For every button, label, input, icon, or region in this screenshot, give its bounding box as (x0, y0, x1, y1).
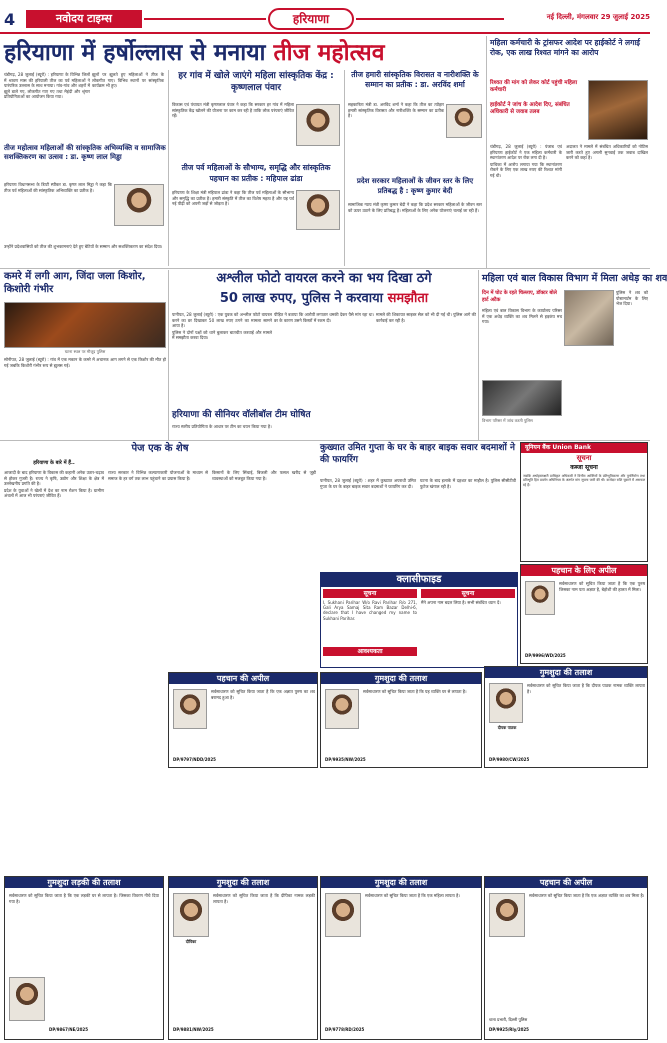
missing-code-3: DP/9881/NW/2025 (173, 1027, 214, 1032)
missing-code-4: DP/9778/RD/2025 (325, 1027, 365, 1032)
col4-body: चंडीगढ़, 28 जुलाई (ब्यूरो) : पंजाब एवं हरियाणा हाईकोर्ट ने एक महिला कर्मचारी के स्थानांतरण आदेश पर रोक लगा दी है। याचिका में आरोप लगाया गया कि स्थानांतरण रोकने के लिए एक लाख रुपए की रिश्वत मांगी गई थी। (490, 144, 562, 178)
appeal-box-identify-1 (520, 564, 648, 664)
masthead-logo: नवोदय टाइम्स (26, 10, 142, 28)
feature-body-col1: आजादी के बाद हरियाणा के विकास की कहानी अनेक उतार-चढ़ाव से होकर गुजरी है। राज्य ने कृषि, उद्योग और शिक्षा के क्षेत्र में उल्लेखनीय प्रगति की है। प्रदेश के युवाओं ने खेलों में देश का नाम रोशन किया है। ग्रामीण अंचलों में आज भी परंपराएं जीवित हैं। (4, 470, 104, 499)
photo-minister-panwar (296, 104, 340, 146)
missing-girl-code: DP/9867/NE/2025 (49, 1027, 88, 1032)
col3-body2: सामाजिक न्याय मंत्री कृष्ण कुमार बेदी ने कहा कि प्रदेश सरकार महिलाओं के जीवन स्तर को ऊपर उठाने के लिए प्रतिबद्ध है। महिलाओं के लिए अनेक योजनाएं चलाई जा रही हैं। (348, 202, 482, 213)
missing-name-1: दीपक पाठक (497, 725, 517, 730)
photo-appeal-2 (173, 689, 207, 729)
appeal-title-identify-2: पहचान की अपील (169, 673, 317, 684)
col2-headline: हर गांव में खोले जाएंगे महिला सांस्कृतिक केंद्र : कृष्णलाल पंवार (178, 71, 334, 93)
photo-story-body: पानीपत, 28 जुलाई (ब्यूरो) : एक युवक को अश्लील फोटो वायरल करने का डर दिखाकर 50 लाख रुपए ठगने का मामला सामने आया है। पुलिस ने दोनों पक्षों को थाने बुलाकर बातचीत करवाई और मामले में समझौता करवा दिया। (172, 312, 272, 341)
photo-story-body-text: पानीपत, 28 जुलाई (ब्यूरो) : एक युवक को अश्लील फोटो वायरल करने का डर दिखाकर 50 लाख रुपए ठगने का मामला सामने आया है। (172, 312, 272, 329)
photo-missing-4 (325, 893, 361, 937)
union-bank-brand (521, 443, 647, 453)
union-bank-label: सूचना (576, 454, 592, 462)
photo-mla (114, 184, 164, 226)
photo-story-headline2 (172, 290, 476, 308)
lead-sub1: तीज महोत्सव महिलाओं की सांस्कृतिक अभिव्यक्ति व सामाजिक सशक्तिकरण का उत्सव : डा. कृष्ण लाल मिड्ढा (4, 144, 166, 161)
photo-appeal-3 (489, 893, 525, 937)
lead-sub-body2: उन्होंने प्रदेशवासियों को तीज की शुभकामनाएं देते हुए बेटियों के सम्मान और सशक्तिकरण का संदेश दिया। (4, 244, 163, 249)
appeal-body-identify-1: सर्वसाधारण को सूचित किया जाता है कि एक पुरुष जिसका नाम पता अज्ञात है, बेहोशी की हालत में मिला। (559, 581, 645, 592)
photo-missing-2 (489, 683, 523, 723)
appeal-box-identify-2: पहचान की अपील सर्वसाधारण को सूचित किया जाता है कि एक अज्ञात पुरुष का शव बरामद हुआ है। DP/9797/NDD/2025 (168, 672, 318, 768)
photo-story-headline2-accent: समझौता (387, 291, 429, 306)
appeal-title-identify-1: पहचान के लिए अपील (521, 565, 647, 576)
col4-bullet-2: हाईकोर्ट ने जांच के आदेश दिए, संबंधित अधिकारी से जवाब तलब (490, 102, 570, 115)
missing-girl-box: गुमशुदा लड़की की तलाश सर्वसाधारण को सूचित किया जाता है कि एक लड़की घर से लापता है। जिसका विवरण नीचे दिया गया है। DP/9867/NE/2025 (4, 876, 164, 1040)
fire-body-text: सोनीपत, 28 जुलाई (ब्यूरो) : गांव में एक मकान के कमरे में अचानक आग लगने से एक किशोर की मौत हो गई जबकि किशोरी गंभीर रूप से झुलस गई। (4, 357, 166, 368)
missing-box-1: गुमशुदा की तलाश सर्वसाधारण को सूचित किया जाता है कि यह व्यक्ति घर से लापता है। DP/9935/NW/2025 (320, 672, 482, 768)
col4-headline: महिला कर्मचारी के ट्रांसफर आदेश पर हाईकोर्ट ने लगाई रोक, एक लाख रिश्वत मांगने का आरोप (490, 38, 640, 57)
missing-box-4: गुमशुदा की तलाश सर्वसाधारण को सूचित किया जाता है कि एक महिला लापता है। DP/9778/RD/2025 (320, 876, 482, 1040)
women-dept-body: महिला एवं बाल विकास विभाग के कार्यालय परिसर में एक अधेड़ व्यक्ति का शव मिलने से हड़कंप मच गया। (482, 308, 562, 325)
lead-headline-accent: तीज महोत्सव (273, 40, 385, 66)
classified-title: क्लासीफाइड (321, 573, 517, 587)
fire-caption: घटना स्थल पर मौजूद पुलिस (64, 349, 106, 354)
classified-box (320, 572, 518, 668)
classified-ad-hi: मैंने अपना नाम बदल लिया है। सभी संबंधित ध्यान दें। (421, 600, 501, 605)
firing-body (320, 478, 416, 570)
lead-body-col1 (4, 72, 90, 142)
missing-code-1: DP/9935/NW/2025 (325, 757, 366, 762)
photo-story-body3: मामले की शिकायत साइबर सेल को भी दी गई थी। पुलिस आगे की कार्रवाई कर रही है। (376, 312, 476, 323)
feature-body-col2: राज्य सरकार ने विभिन्न कल्याणकारी योजनाओं के माध्यम से समाज के हर वर्ग तक लाभ पहुंचाने का प्रयास किया है। (108, 470, 208, 481)
masthead (0, 0, 650, 36)
feature-title: पेज एक के शेष (131, 443, 189, 454)
col3-headline: तीज हमारी सांस्कृतिक विरासत व नारीशक्ति के सम्मान का प्रतीक : डा. अरविंद शर्मा (351, 70, 479, 89)
lead-body: चंडीगढ़, 28 जुलाई (ब्यूरो) : हरियाणा के विभिन्न जिलों में श्रावण मास की हरियाली तीज का पर्व महिलाओं ने पारंपरिक उल्लास के साथ मनाया। गांव-गांव और शहरों में झूले डाले गए, लोकगीत गाए गए तथा मेहंदी और श्रृंगार प्रतियोगिताओं का आयोजन किया गया। (4, 72, 90, 100)
col4-body2: अदालत ने मामले में संबंधित अधिकारियों को नोटिस जारी करते हुए अगली सुनवाई तक जवाब दाखिल करने को कहा है। (566, 144, 648, 161)
col3-body (348, 102, 444, 172)
appeal-issuer: थाना प्रभारी, दिल्ली पुलिस (489, 1017, 528, 1022)
union-bank-brand-en: Union Bank (552, 444, 591, 451)
appeal-code-identify-1: DP/9996/WD/2025 (525, 653, 566, 658)
firing-body2: घटना के बाद इलाके में दहशत का माहौल है। पुलिस सीसीटीवी फुटेज खंगाल रही है। (420, 478, 516, 489)
missing-name-2: दीपिका (185, 939, 197, 944)
lead-body-col1b: झूलों पर झूलते हुए महिलाओं ने तीज के लोकगीत गाए। विभिन्न स्थानों पर सांस्कृतिक कार्यक्रम भी हुए। (92, 72, 164, 89)
appeal-code-identify-3: DP/9925/Rly/2025 (489, 1027, 529, 1032)
women-dept-headline: महिला एवं बाल विकास विभाग में मिला अधेड़ का शव (482, 273, 667, 284)
col2-sub: तीज पर्व महिलाओं के सौभाग्य, समृद्धि और सांस्कृतिक पहचान का प्रतीक : महिपाल ढांडा (181, 163, 331, 183)
missing-title-1: गुमशुदा की तलाश (321, 673, 481, 684)
fire-body (4, 357, 166, 407)
photo-minister-dhanda (296, 190, 340, 230)
lead-headline (4, 38, 482, 68)
volleyball-headline: हरियाणा की सीनियर वॉलीबॉल टीम घोषित (172, 410, 311, 420)
union-bank-title: कब्जा सूचना (570, 464, 598, 471)
appeal-title-identify-3: पहचान की अपील (485, 877, 647, 888)
missing-girl-title: गुमशुदा लड़की की तलाश (5, 877, 163, 888)
section-label: हरियाणा (268, 8, 354, 30)
photo-fire (4, 302, 166, 348)
classified-sub-tab: आवश्यकता (323, 647, 417, 656)
photo-story-headline2-main: 50 लाख रुपए, पुलिस ने करवाया (219, 291, 384, 306)
appeal-code-identify-2: DP/9797/NDD/2025 (173, 757, 216, 762)
appeal-box-identify-3: पहचान की अपील सर्वसाधारण को सूचित किया जाता है कि एक अज्ञात व्यक्ति का शव मिला है। थाना प्रभारी, दिल्ली पुलिस DP/9925/Rly/2025 (484, 876, 648, 1040)
union-bank-brand-hi: यूनियन बैंक (525, 444, 551, 451)
col3-sub: प्रदेश सरकार महिलाओं के जीवन स्तर के लिए प्रतिबद्ध है : कृष्ण कुमार बेदी (356, 177, 474, 195)
photo-story-headline: अश्लील फोटो वायरल करने का भय दिखा ठगे (216, 271, 432, 286)
col3-body-text: सहकारिता मंत्री डा. अरविंद शर्मा ने कहा कि तीज का त्योहार हमारी सांस्कृतिक विरासत और नारीशक्ति के सम्मान का प्रतीक है। (348, 102, 444, 119)
photo-missing-1 (325, 689, 359, 729)
women-dept-caption: विभाग परिसर में जांच करती पुलिस (482, 418, 533, 423)
women-dept-quote: दिन में घोट के रहते चिल्लाए, डॉक्टर बोले हार्ट अटैक (482, 290, 557, 303)
fire-headline: कमरे में लगी आग, जिंदा जला किशोर, किशोरी गंभीर (4, 271, 146, 295)
feature-sub: हरियाणा के बारे में हैं.. (33, 460, 75, 466)
missing-box-2: गुमशुदा की तलाश दीपक पाठक सर्वसाधारण को सूचित किया जाता है कि दीपक पाठक नामक व्यक्ति लापता है। DP/9980/CW/2025 (484, 666, 648, 768)
lead-headline-main: हरियाणा में हर्षोल्लास से मनाया (4, 40, 266, 66)
col2-body-text: विकास एवं पंचायत मंत्री कृष्णलाल पंवार ने कहा कि सरकार हर गांव में महिला सांस्कृतिक केंद्र खोलने की योजना पर काम कर रही है ताकि लोक परंपराएं जीवित रहें। (172, 102, 294, 119)
feature-body-col3: किसानों के लिए सिंचाई, बिजली और फसल खरीद से जुड़ी व्यवस्थाओं को मजबूत किया गया है। (212, 470, 316, 481)
lead-sub-body: हरियाणा विधानसभा के डिप्टी स्पीकर डा. कृष्ण लाल मिड्ढा ने कहा कि तीज पर्व महिलाओं की सांस्कृतिक अभिव्यक्ति का प्रतीक है। (4, 182, 112, 193)
classified-tab-1: सूचना (323, 589, 417, 598)
photo-minister-sharma (446, 104, 482, 138)
photo-women-dept-2 (482, 380, 562, 416)
missing-code-2: DP/9980/CW/2025 (489, 757, 530, 762)
union-bank-notice: यूनियन बैंक Union Bank सूचना कब्जा सूचना जबकि अधोहस्ताक्षरी प्राधिकृत अधिकारी ने वित्तीय आस्तियों के प्रतिभूतिकरण और पुनर्निर्माण तथा प्रतिभूति हित प्रवर्तन अधिनियम के अंतर्गत मांग सूचना जारी की थी। कर्जदार राशि चुकाने में असफल रहे हैं। (520, 442, 648, 562)
photo-story-body2: पीड़ित ने बताया कि आरोपी लगातार धमकी देकर पैसे मांग रहा था। डर के कारण उसने किस्तों में रकम दी। (274, 312, 374, 323)
classified-tab-2: सूचना (421, 589, 515, 598)
classified-ad-en: I, Sukhani Parihar W/o Ravi Parihar R/o 271, Gali Arya Samaj Sita Ram Bazar Delhi-6, declare that I have changed my name to Sukhani Parihar. (323, 600, 417, 621)
photo-gavel (588, 80, 648, 140)
col2-body2: हरियाणा के शिक्षा मंत्री महिपाल ढांडा ने कहा कि तीज पर्व महिलाओं के सौभाग्य और समृद्धि का प्रतीक है। हमारी संस्कृति में तीज का विशेष महत्व है और यह पर्व नई पीढ़ी को अपनी जड़ों से जोड़ता है। (172, 190, 294, 207)
dateline: नई दिल्ली, मंगलवार 29 जुलाई 2025 (546, 13, 650, 21)
photo-missing-girl (9, 977, 45, 1021)
col4-body-text: चंडीगढ़, 28 जुलाई (ब्यूरो) : पंजाब एवं हरियाणा हाईकोर्ट ने एक महिला कर्मचारी के स्थानांतरण आदेश पर रोक लगा दी है। (490, 144, 562, 161)
firing-body-text: पानीपत, 28 जुलाई (ब्यूरो) : शहर में कुख्यात अपराधी उमित गुप्ता के घर के बाहर बाइक सवार बदमाशों ने फायरिंग कर दी। (320, 478, 416, 489)
col2-body (172, 102, 294, 160)
volleyball-body: राज्य स्तरीय प्रतियोगिता के आधार पर टीम का चयन किया गया है। (172, 424, 272, 429)
photo-missing-3 (173, 893, 209, 937)
photo-appeal-1 (525, 581, 555, 615)
missing-title-3: गुमशुदा की तलाश (169, 877, 317, 888)
firing-headline: कुख्यात उमित गुप्ता के घर के बाहर बाइक सवार बदमाशों ने की फायरिंग (320, 443, 515, 465)
col4-bullet-1: रिश्वत की मांग को लेकर कोर्ट पहुंची महिला कर्मचारी (490, 80, 578, 93)
photo-women-dept (564, 290, 614, 346)
missing-box-3: गुमशुदा की तलाश दीपिका सर्वसाधारण को सूचित किया जाता है कि दीपिका नामक लड़की लापता है। DP/9881/NW/2025 (168, 876, 318, 1040)
women-dept-body2: पुलिस ने शव को पोस्टमार्टम के लिए भेज दिया। (616, 290, 648, 307)
page-number: 4 (4, 10, 16, 29)
missing-title-4: गुमशुदा की तलाश (321, 877, 481, 888)
missing-title-2: गुमशुदा की तलाश (485, 667, 647, 678)
